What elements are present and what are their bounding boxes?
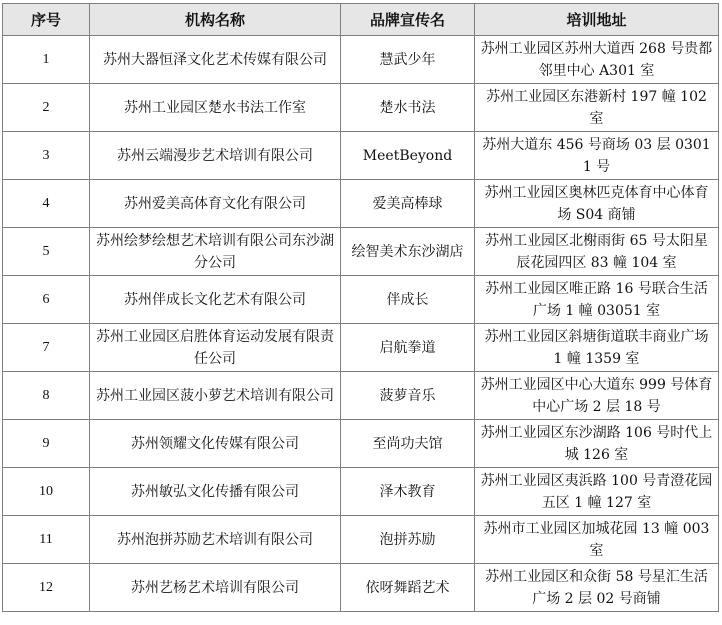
cell-institution-name: 苏州泡拼苏励艺术培训有限公司	[90, 516, 341, 564]
registry-table-container	[2, 3, 718, 621]
cell-institution-name: 苏州大器恒泽文化艺术传媒有限公司	[90, 36, 341, 84]
cell-institution-name: 苏州工业园区楚水书法工作室	[90, 84, 341, 132]
cell-brand-name: 伴成长	[341, 276, 475, 324]
cell-index: 2	[3, 84, 90, 132]
header-cell-brand-name: 品牌宣传名	[341, 4, 475, 36]
cell-brand-name: 绘智美术东沙湖店	[341, 228, 475, 276]
cell-institution-name: 苏州敏弘文化传播有限公司	[90, 468, 341, 516]
cell-brand-name: 泡拼苏励	[341, 516, 475, 564]
cell-institution-name: 苏州工业园区启胜体育运动发展有限责任公司	[90, 324, 341, 372]
cell-institution-name: 苏州工业园区菠小萝艺术培训有限公司	[90, 372, 341, 420]
cell-index: 9	[3, 420, 90, 468]
cell-index: 12	[3, 564, 90, 612]
cell-index: 7	[3, 324, 90, 372]
table-row	[3, 468, 719, 516]
table-row	[3, 36, 719, 84]
cell-brand-name: 慧武少年	[341, 36, 475, 84]
cell-training-address: 苏州工业园区和众街 58 号星汇生活广场 2 层 02 号商铺	[475, 564, 719, 612]
cell-training-address: 苏州工业园区中心大道东 999 号体育中心广场 2 层 18 号	[475, 372, 719, 420]
cell-index: 6	[3, 276, 90, 324]
table-body	[3, 36, 719, 612]
header-cell-institution-name: 机构名称	[90, 4, 341, 36]
table-row	[3, 180, 719, 228]
cell-index: 10	[3, 468, 90, 516]
cell-institution-name: 苏州伴成长文化艺术有限公司	[90, 276, 341, 324]
header-row	[3, 4, 719, 36]
cell-index: 8	[3, 372, 90, 420]
table-row	[3, 324, 719, 372]
cell-training-address: 苏州市工业园区加城花园 13 幢 003 室	[475, 516, 719, 564]
cell-institution-name: 苏州云端漫步艺术培训有限公司	[90, 132, 341, 180]
cell-training-address: 苏州工业园区东沙湖路 106 号时代上城 126 室	[475, 420, 719, 468]
table-row	[3, 564, 719, 612]
cell-index: 4	[3, 180, 90, 228]
cell-institution-name: 苏州领耀文化传媒有限公司	[90, 420, 341, 468]
cell-institution-name: 苏州绘梦绘想艺术培训有限公司东沙湖分公司	[90, 228, 341, 276]
cell-brand-name: MeetBeyond	[341, 132, 475, 180]
cell-training-address: 苏州工业园区斜塘街道联丰商业广场 1 幢 1359 室	[475, 324, 719, 372]
cell-brand-name: 依呀舞蹈艺术	[341, 564, 475, 612]
table-row	[3, 84, 719, 132]
header-cell-index: 序号	[3, 4, 90, 36]
cell-brand-name: 菠萝音乐	[341, 372, 475, 420]
cell-index: 11	[3, 516, 90, 564]
cell-training-address: 苏州大道东 456 号商场 03 层 03011 号	[475, 132, 719, 180]
training-institutions-table	[2, 3, 719, 612]
table-row	[3, 420, 719, 468]
cell-training-address: 苏州工业园区北榭雨街 65 号太阳星辰花园四区 83 幢 104 室	[475, 228, 719, 276]
cell-training-address: 苏州工业园区奥林匹克体育中心体育场 S04 商铺	[475, 180, 719, 228]
table-header	[3, 4, 719, 36]
cell-brand-name: 至尚功夫馆	[341, 420, 475, 468]
cell-training-address: 苏州工业园区东港新村 197 幢 102 室	[475, 84, 719, 132]
cell-institution-name: 苏州艺杨艺术培训有限公司	[90, 564, 341, 612]
cell-brand-name: 楚水书法	[341, 84, 475, 132]
cell-index: 3	[3, 132, 90, 180]
cell-brand-name: 启航拳道	[341, 324, 475, 372]
cell-index: 1	[3, 36, 90, 84]
cell-training-address: 苏州工业园区苏州大道西 268 号贵都邻里中心 A301 室	[475, 36, 719, 84]
table-row	[3, 516, 719, 564]
cell-training-address: 苏州工业园区夷浜路 100 号青澄花园五区 1 幢 127 室	[475, 468, 719, 516]
table-row	[3, 372, 719, 420]
cell-brand-name: 泽木教育	[341, 468, 475, 516]
cell-brand-name: 爱美高棒球	[341, 180, 475, 228]
header-cell-training-address: 培训地址	[475, 4, 719, 36]
table-row	[3, 276, 719, 324]
table-row	[3, 228, 719, 276]
cell-training-address: 苏州工业园区唯正路 16 号联合生活广场 1 幢 03051 室	[475, 276, 719, 324]
cell-institution-name: 苏州爱美高体育文化有限公司	[90, 180, 341, 228]
table-row	[3, 132, 719, 180]
cell-index: 5	[3, 228, 90, 276]
